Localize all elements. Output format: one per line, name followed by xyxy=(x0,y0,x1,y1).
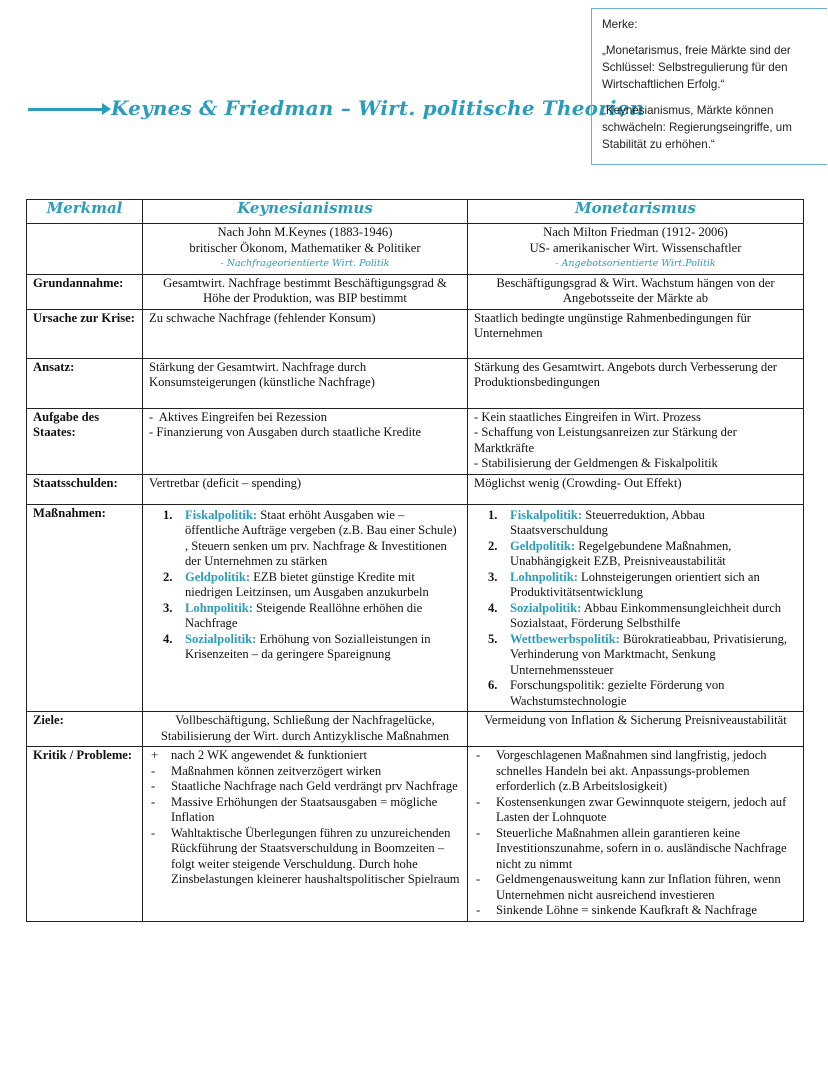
keynes-kritik-list xyxy=(149,748,461,888)
list-item: + nach 2 WK angewendet & funktioniert xyxy=(151,748,367,762)
list-item: - Sinkende Löhne = sinkende Kaufkraft & Nachfrage xyxy=(476,903,757,917)
merke-quote-keynesianismus: „Keynesianismus, Märkte können schwächeln: Regierungseingriffe, um Stabilität zu erhöhen.“ xyxy=(602,104,792,151)
row-label: Ziele: xyxy=(27,712,143,747)
comparison-table xyxy=(26,199,804,922)
table-row-aufgabe xyxy=(27,408,804,474)
list-item: - Wahltaktische Überlegungen führen zu unzureichenden Rückführung der Staatsverschuldung in Boomzeiten – folgt weiter steigende Verschuldung. Durch hohe Zinsbelastungen kleinerer haushaltspolitischer Spielraum xyxy=(151,825,460,886)
list-item: 6. Forschungspolitik: gezielte Förderung von Wachstumstechnologie xyxy=(488,678,725,708)
list-item: 5. Wettbewerbspolitik: Bürokratieabbau, Privatisierung, Verhinderung von Marktmacht, Senkung Unternehmenssteuer xyxy=(488,631,788,677)
keynes-subtitle: - Nachfrageorientierte Wirt. Politik xyxy=(220,258,390,269)
list-item: - Schaffung von Leistungsanreizen zur Stärkung der Marktkräfte xyxy=(474,425,737,455)
title-arrow-head xyxy=(102,103,111,115)
list-item: 3. Lohnpolitik: Steigende Reallöhne erhöhen die Nachfrage xyxy=(163,600,423,630)
list-item: - Staatliche Nachfrage nach Geld verdrängt prv Nachfrage xyxy=(151,779,458,793)
list-item: 1. Fiskalpolitik: Steuerreduktion, Abbau Staatsverschuldung xyxy=(488,507,705,537)
list-item: - Vorgeschlagenen Maßnahmen sind langfristig, jedoch schnelles Handeln bei akt. Anpassungs-problemen erforderlich (z.B Arbeitslosigkeit) xyxy=(476,748,767,793)
list-item: 2. Geldpolitik: EZB bietet günstige Kredite mit niedrigen Leitzinsen, um Ausgaben anzukurbeln xyxy=(163,569,429,599)
table-row-kritik xyxy=(27,747,804,922)
title-arrow xyxy=(28,108,106,111)
merke-box xyxy=(591,8,827,165)
table-row-ansatz: Ansatz: Stärkung der Gesamtwirt. Nachfrage durch Konsumsteigerungen (künstliche Nachfrage) Stärkung des Gesamtwirt. Angebots durch Verbesserung der Produktionsbedingungen xyxy=(27,358,804,408)
list-item: - Stabilisierung der Geldmengen & Fiskalpolitik xyxy=(474,456,718,470)
list-item: 3. Lohnpolitik: Lohnsteigerungen orientiert sich an Produktivitätsentwicklung xyxy=(488,569,760,599)
row-label: Aufgabe des Staates: xyxy=(27,408,143,474)
table-row-ziele: Ziele: Vollbeschäftigung, Schließung der Nachfragelücke, Stabilisierung der Wirt. durch Antizyklische Maßnahmen Vermeidung von Inflation & Sicherung Preisniveaustabilität xyxy=(27,712,804,747)
row-label: Kritik / Probleme: xyxy=(27,747,143,922)
header-merkmal: Merkmal xyxy=(27,200,143,224)
row-label: Maßnahmen: xyxy=(27,504,143,712)
row-label: Staatsschulden: xyxy=(27,474,143,504)
list-item: 1. Fiskalpolitik: Staat erhöht Ausgaben wie – öffentliche Aufträge vergeben (z.B. Bau einer Schule) , Steuern senken um prv. Nachfrage & Investitionen der Unternehmen zu stärken xyxy=(163,507,457,568)
table-row-ursache: Ursache zur Krise: Zu schwache Nachfrage (fehlender Konsum) Staatlich bedingte ungünstige Rahmenbedingungen für Unternehmen xyxy=(27,309,804,358)
keynes-massnahmen-list xyxy=(149,508,461,663)
row-label: Ursache zur Krise: xyxy=(27,309,143,358)
merke-heading: Merke: xyxy=(602,18,638,31)
row-label: Grundannahme: xyxy=(27,274,143,309)
list-item: - Steuerliche Maßnahmen allein garantieren keine Investitionszunahme, sofern in o. ausländische Nachfrage nicht zu nimmt xyxy=(476,825,787,871)
list-item: 2. Geldpolitik: Regelgebundene Maßnahmen, Unabhängigkeit EZB, Preisniveaustabilität xyxy=(488,538,732,568)
monetar-massnahmen-list xyxy=(474,508,797,710)
table-header-row xyxy=(27,200,804,224)
row-label: Ansatz: xyxy=(27,358,143,408)
monetar-subtitle: - Angebotsorientierte Wirt.Politik xyxy=(555,258,716,269)
list-item: - Finanzierung von Ausgaben durch staatliche Kredite xyxy=(149,425,422,439)
list-item: - Geldmengenausweitung kann zur Inflation führen, wenn Unternehmen nicht ausreichend investieren xyxy=(476,872,781,902)
table-row-staatsschulden: Staatsschulden: Vertretbar (deficit – spending) Möglichst wenig (Crowding- Out Effekt) xyxy=(27,474,804,504)
table-row-massnahmen xyxy=(27,504,804,712)
list-item: - Aktives Eingreifen bei Rezession xyxy=(149,409,328,424)
list-item: - Kostensenkungen zwar Gewinnquote steigern, jedoch auf Lasten der Lohnquote xyxy=(476,794,787,824)
list-item: - Massive Erhöhungen der Staatsausgaben = mögliche Inflation xyxy=(151,794,438,824)
merke-quote-monetarismus: „Monetarismus, freie Märkte sind der Schlüssel: Selbstregulierung für den Wirtschaftlichen Erfolg.“ xyxy=(602,44,791,91)
list-item: 4. Sozialpolitik: Abbau Einkommensungleichheit durch Sozialstaat, Förderung Selbsthilfe xyxy=(488,600,782,630)
monetar-kritik-list xyxy=(474,748,797,919)
table-row-grundannahme: Grundannahme: Gesamtwirt. Nachfrage bestimmt Beschäftigungsgrad & Höhe der Produktion, was BIP bestimmt Beschäftigungsgrad & Wirt. Wachstum hängen von der Angebotsseite der Märkte ab xyxy=(27,274,804,309)
table-row-intro xyxy=(27,224,804,275)
list-item: - Maßnahmen können zeitverzögert wirken xyxy=(151,763,382,778)
list-item: - Kein staatliches Eingreifen in Wirt. Prozess xyxy=(474,409,701,424)
header-monetarismus: Monetarismus xyxy=(468,200,804,224)
header-keynesianismus: Keynesianismus xyxy=(143,200,468,224)
keynes-intro: Nach John M.Keynes (1883-1946) britischer Ökonom, Mathematiker & Politiker - Nachfrageorientierte Wirt. Politik xyxy=(143,224,468,275)
monetar-intro: Nach Milton Friedman (1912- 2006) US- amerikanischer Wirt. Wissenschaftler - Angebotsorientierte Wirt.Politik xyxy=(468,224,804,275)
list-item: 4. Sozialpolitik: Erhöhung von Sozialleistungen in Krisenzeiten – da geringere Spareignung xyxy=(163,631,431,661)
page-title: Keynes & Friedman – Wirt. politische Theorien xyxy=(111,96,645,120)
